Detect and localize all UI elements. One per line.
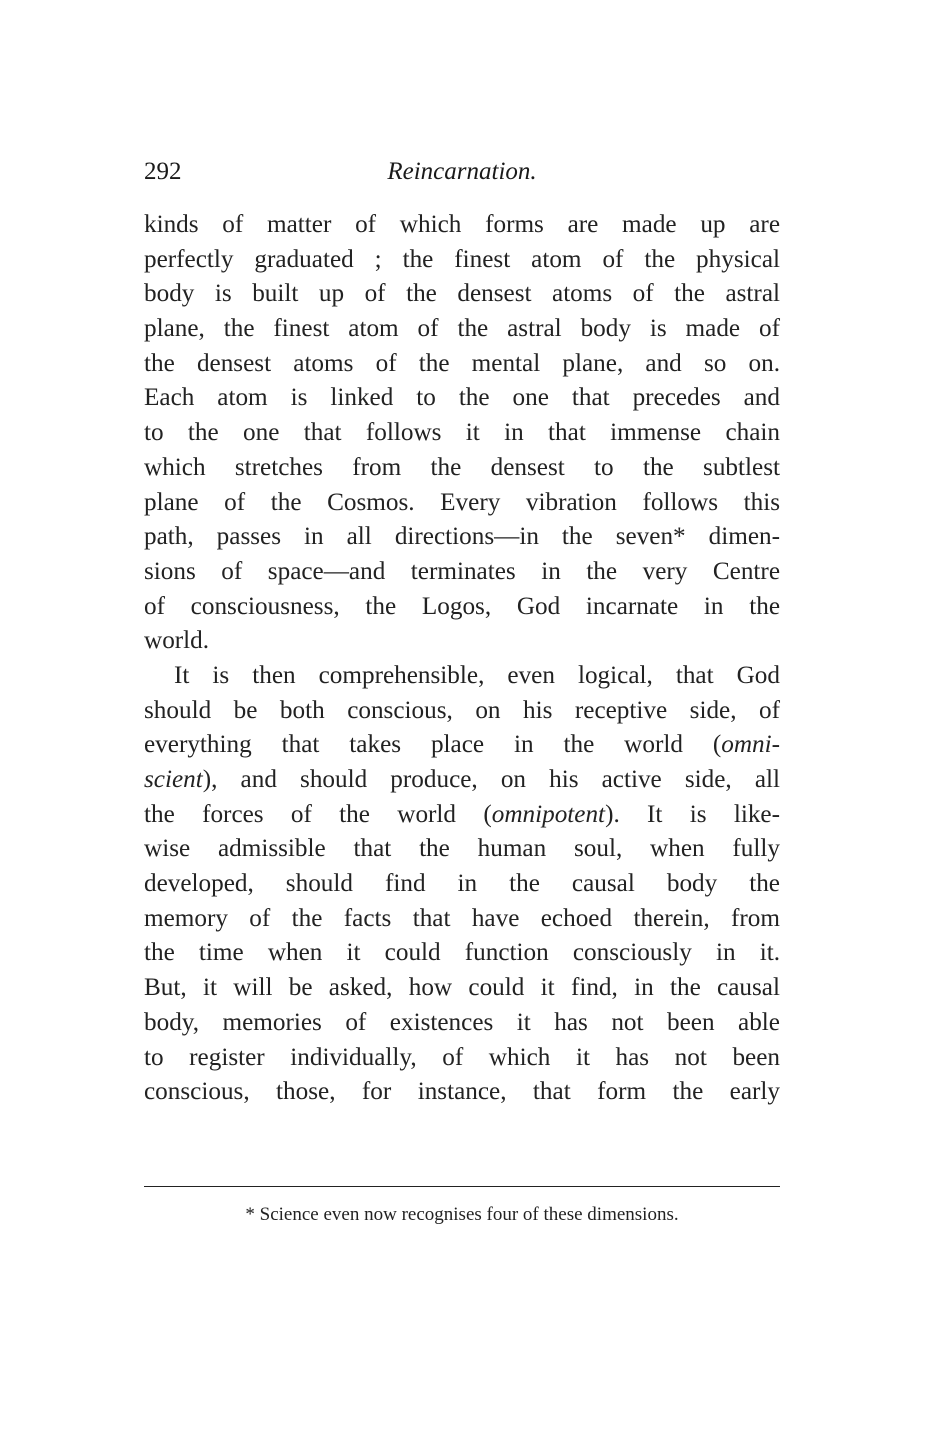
- text-line: kinds of matter of which forms are made up are: [144, 211, 780, 238]
- text-line: sions of space—and terminates in the very Centre: [144, 557, 780, 585]
- text-line: the forces of the world (omnipotent). It is like-: [144, 800, 780, 828]
- text-line: conscious, those, for instance, that form the early: [144, 1078, 780, 1106]
- running-title: Reincarnation.: [387, 158, 537, 185]
- text-line: which stretches from the densest to the subtlest: [144, 453, 780, 481]
- text-line: the time when it could function consciously in it.: [144, 939, 780, 967]
- page-header: [144, 158, 780, 198]
- text-line: of consciousness, the Logos, God incarnate in the: [144, 592, 780, 620]
- text-line: developed, should find in the causal body the: [144, 870, 780, 898]
- text-line: to register individually, of which it has not been: [144, 1043, 780, 1071]
- text-line: the densest atoms of the mental plane, and so on.: [144, 349, 780, 377]
- text-line: world.: [144, 627, 210, 655]
- text-line: It is then comprehensible, even logical, that God: [174, 661, 780, 689]
- text-line: body, memories of existences it has not been able: [144, 1008, 780, 1036]
- text-line: wise admissible that the human soul, when fully: [144, 835, 780, 863]
- text-line: memory of the facts that have echoed therein, from: [144, 904, 780, 932]
- text-line: perfectly graduated ; the finest atom of the physical: [144, 245, 780, 273]
- text-line: path, passes in all directions—in the seven* dimen-: [144, 523, 780, 551]
- paragraph-2: [144, 659, 780, 1110]
- text-line: body is built up of the densest atoms of the astral: [144, 280, 780, 308]
- text-line: Each atom is linked to the one that precedes and: [144, 384, 780, 412]
- page-number: 292: [144, 158, 182, 185]
- body-text: [144, 208, 780, 1110]
- text-line: scient), and should produce, on his active side, all: [144, 766, 780, 793]
- text-line: plane, the finest atom of the astral body is made of: [144, 315, 780, 343]
- text-line: everything that takes place in the world (omni-: [144, 731, 780, 759]
- text-line: to the one that follows it in that immense chain: [144, 419, 780, 447]
- text-line: plane of the Cosmos. Every vibration follows this: [144, 488, 780, 516]
- text-line: But, it will be asked, how could it find, in the causal: [144, 974, 780, 1002]
- text-line: should be both conscious, on his receptive side, of: [144, 696, 780, 724]
- footnote: * Science even now recognises four of these dimensions.: [245, 1204, 679, 1225]
- footnote-divider: [144, 1186, 780, 1187]
- paragraph-1: [144, 208, 780, 659]
